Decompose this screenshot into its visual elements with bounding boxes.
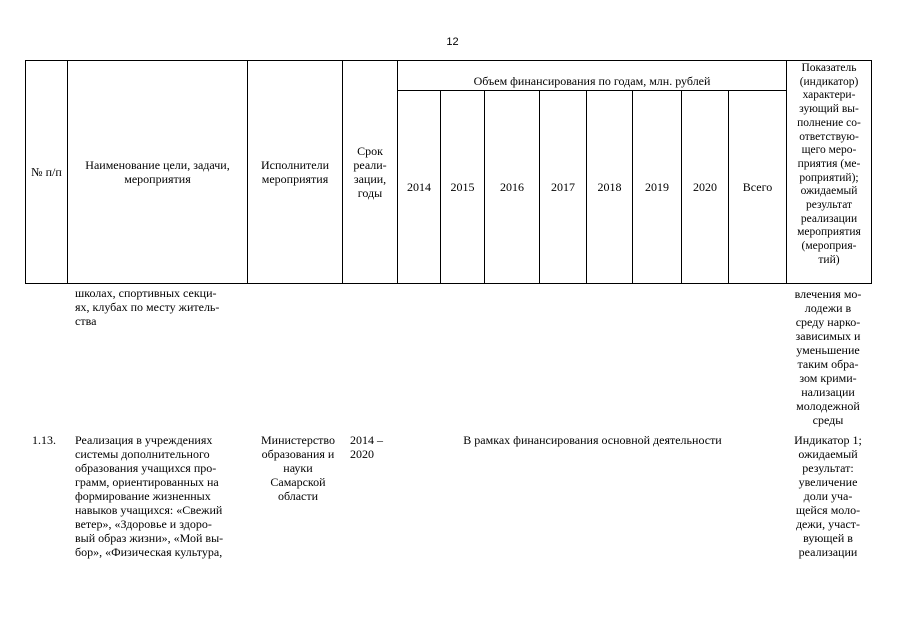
header-ind-line: тий) <box>818 253 840 266</box>
text-line: среду нарко- <box>795 315 861 329</box>
page-number: 12 <box>446 36 459 48</box>
text-line: грамм, ориентированных на <box>75 475 219 489</box>
header-ind-line: щего меро- <box>801 144 857 157</box>
row-number: 1.13. <box>32 433 56 447</box>
text-line: бор», «Физическая культура, <box>75 545 223 559</box>
text-line: увеличение <box>798 475 858 489</box>
row-financing: В рамках финансирования основной деятельности <box>463 433 722 447</box>
header-term-line: годы <box>357 186 383 200</box>
text-line: системы дополнительного <box>75 447 210 461</box>
row-term <box>350 433 398 461</box>
text-line: школах, спортивных секци- <box>75 286 217 300</box>
header-ind-line: ожидаемый <box>800 185 858 198</box>
text-line: щейся моло- <box>795 503 861 517</box>
header-term-line: зации, <box>353 172 387 186</box>
text-line: ветер», «Здоровье и здоро- <box>75 517 212 531</box>
header-term-line: Срок <box>357 144 383 158</box>
row-name <box>75 433 250 559</box>
header-col-exec: Исполнители мероприятия <box>248 61 343 284</box>
header-year-2016: 2016 <box>485 91 540 284</box>
header-ind-line: зующий вы- <box>799 103 859 116</box>
text-line: молодежной <box>796 399 860 413</box>
header-ind-line: (индикатор) <box>799 75 859 88</box>
text-line: Индикатор 1; <box>794 433 862 447</box>
text-line: влечения мо- <box>794 287 862 301</box>
header-ind-line: (мероприя- <box>801 240 857 253</box>
header-col-name: Наименование цели, задачи, мероприятия <box>68 61 248 284</box>
text-line: науки <box>283 461 313 475</box>
text-line: формирование жизненных <box>75 489 211 503</box>
header-ind-line: характери- <box>802 89 856 102</box>
header-year-2020: 2020 <box>682 91 729 284</box>
header-year-2018: 2018 <box>587 91 633 284</box>
header-year-total: Всего <box>729 91 787 284</box>
header-col-no: № п/п <box>26 61 68 284</box>
text-line: Реализация в учреждениях <box>75 433 213 447</box>
header-ind-line: Показатель <box>801 62 857 74</box>
header-year-2015: 2015 <box>441 91 485 284</box>
header-ind-line: полнение со- <box>797 116 861 129</box>
text-line: результат: <box>802 461 854 475</box>
text-line: вующей в <box>803 531 853 545</box>
row-executor <box>253 433 343 503</box>
text-line: нализации <box>801 385 855 399</box>
text-line: среды <box>812 413 844 427</box>
text-line: зависимых и <box>795 329 861 343</box>
text-line: ства <box>75 314 97 328</box>
text-line: вый образ жизни», «Мой вы- <box>75 531 224 545</box>
text-line: Самарской <box>270 475 326 489</box>
header-year-2019: 2019 <box>633 91 682 284</box>
text-line: 2014 – <box>350 433 383 447</box>
text-line: образования и <box>261 447 335 461</box>
header-year-2014: 2014 <box>398 91 441 284</box>
text-line: дежи, участ- <box>795 517 861 531</box>
text-line: реализации <box>798 545 858 559</box>
header-col-financing: Объем финансирования по годам, млн. рублей <box>398 61 787 91</box>
header-ind-line: реализации <box>800 212 858 225</box>
text-line: навыков учащихся: «Свежий <box>75 503 223 517</box>
text-line: Министерство <box>261 433 335 447</box>
text-line: уменьшение <box>796 343 860 357</box>
text-line: 2020 <box>350 447 374 461</box>
header-ind-line: мероприятия <box>797 226 861 239</box>
text-line: области <box>277 489 319 503</box>
text-line: таким обра- <box>797 357 859 371</box>
continuation-name <box>75 286 250 328</box>
header-ind-line: приятия (ме- <box>797 157 861 170</box>
text-line: зом крими- <box>799 371 857 385</box>
header-year-2017: 2017 <box>540 91 587 284</box>
header-term-line: реали- <box>353 158 387 172</box>
text-line: образования учащихся про- <box>75 461 217 475</box>
row-indicator <box>788 433 868 559</box>
text-line: доли уча- <box>803 489 853 503</box>
header-col-term <box>343 61 398 284</box>
text-line: ожидаемый <box>798 447 858 461</box>
text-line: ях, клубах по месту житель- <box>75 300 220 314</box>
continuation-indicator <box>788 287 868 427</box>
header-ind-line: роприятий); <box>799 171 859 184</box>
header-ind-line: результат <box>805 199 853 212</box>
header-ind-line: ответствую- <box>799 130 859 143</box>
header-table <box>25 60 872 284</box>
text-line: лодежи в <box>804 301 852 315</box>
header-col-indicator <box>787 61 872 284</box>
